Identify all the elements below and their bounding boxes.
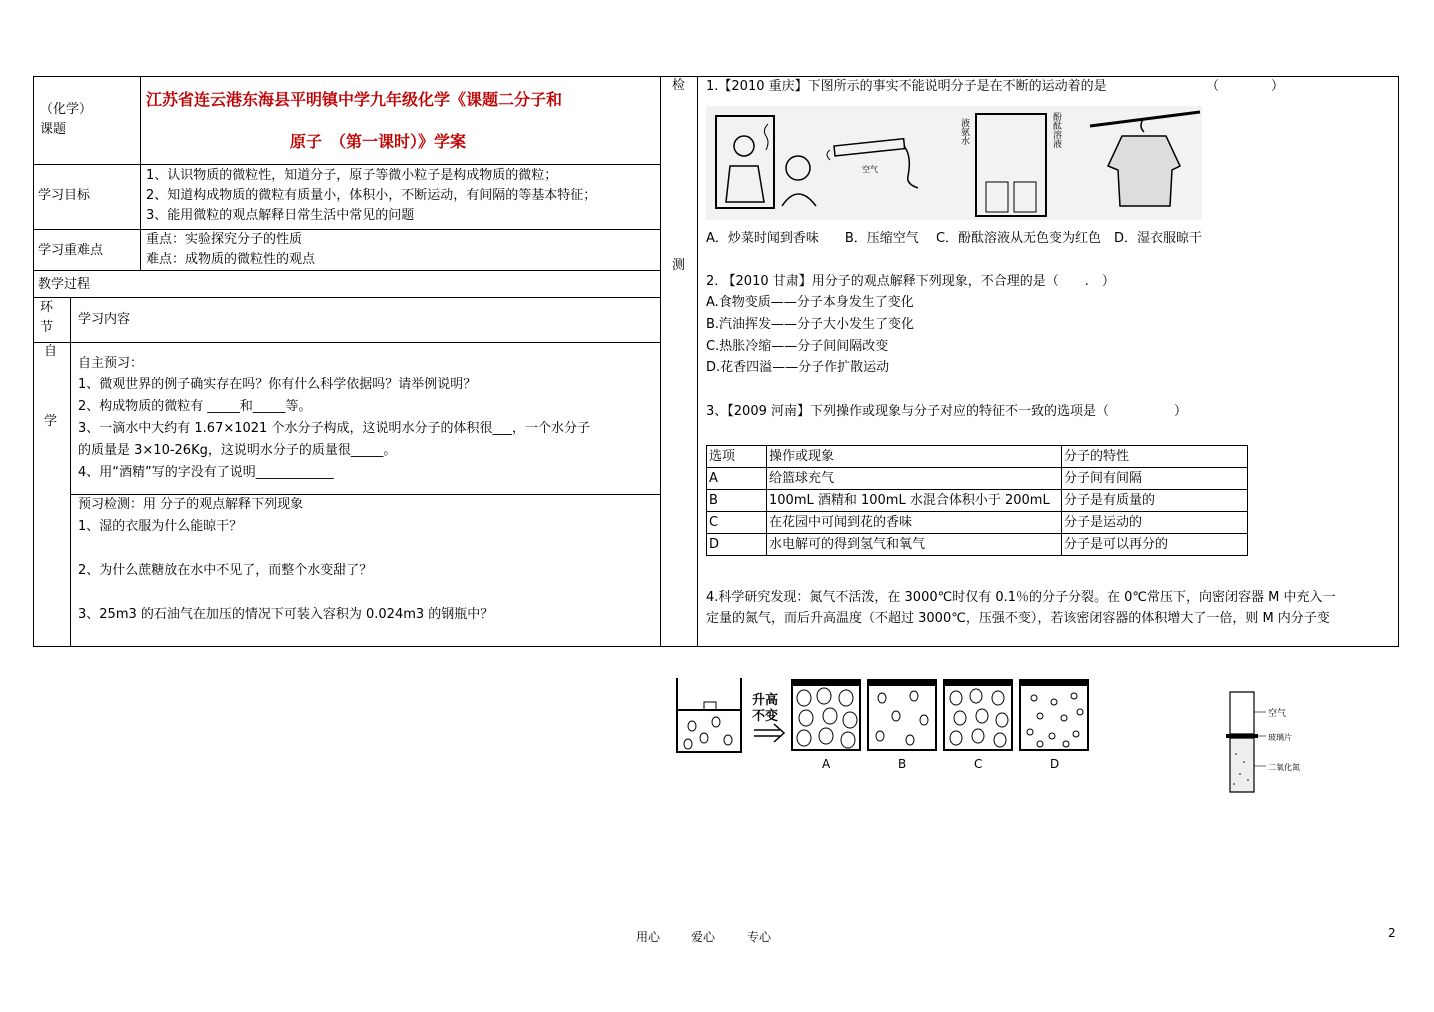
- box-label-a: A: [822, 757, 831, 771]
- self-study-question: 的质量是 3×10-26Kg，这说明水分子的质量很_____。: [78, 443, 397, 458]
- page-title-line1: 江苏省连云港东海县平明镇中学九年级化学《课题二分子和: [146, 90, 563, 109]
- figure-label-air: 空气: [862, 165, 878, 174]
- figure-label-ammonia: 液氨水: [959, 118, 969, 145]
- arrow-label-1: 升高: [752, 693, 779, 708]
- section-col-char: 节: [40, 320, 54, 335]
- jar-label-glass: 玻璃片: [1268, 733, 1292, 742]
- table-right-border: [1398, 76, 1399, 647]
- goal-item: 1、认识物质的微粒性，知道分子，原子等微小粒子是构成物质的微粒；: [146, 168, 558, 183]
- test-question-2-option: C.热胀冷缩——分子间间隔改变: [706, 339, 889, 354]
- table-row: [707, 468, 1248, 490]
- self-study-question: 1、微观世界的例子确实存在吗？你有什么科学依据吗？请举例说明？: [78, 377, 477, 392]
- table-row: [707, 512, 1248, 534]
- box-label-b: B: [898, 757, 907, 771]
- test-question-2-option: A.食物变质——分子本身发生了变化: [706, 295, 914, 310]
- table-cell: 100mL 酒精和 100mL 水混合体积小于 200mL: [767, 490, 1062, 512]
- table-left-border: [33, 76, 34, 647]
- box-label-d: D: [1050, 757, 1060, 771]
- jar-label-air: 空气: [1268, 709, 1287, 719]
- self-study-col-char: 自: [44, 344, 58, 359]
- self-study-question: 2、构成物质的微粒有 _____和_____等。: [78, 399, 312, 414]
- label-column-divider: [140, 76, 141, 270]
- key-point-text: 重点：实验探究分子的性质: [146, 232, 303, 247]
- preview-check-question: 2、为什么蔗糖放在水中不见了，而整个水变甜了？: [78, 563, 373, 578]
- table-header-cell: 选项: [707, 446, 767, 468]
- row-divider: [33, 164, 661, 165]
- test-question-2-option: B.汽油挥发——分子大小发生了变化: [706, 317, 915, 332]
- table-cell: 分子是运动的: [1062, 512, 1248, 534]
- page-title-line2: 原子 （第一课时）》学案: [290, 132, 467, 151]
- table-bottom-border: [33, 646, 1399, 647]
- self-study-question: 3、一滴水中大约有 1.67×1021 个水分子构成，这说明水分子的体积很___，一个水分子: [78, 421, 590, 436]
- row-divider: [33, 270, 661, 271]
- row-divider: [33, 297, 661, 298]
- self-study-col-char: 学: [44, 414, 58, 429]
- table-cell: C: [707, 512, 767, 534]
- molecule-boxes-figure: [674, 670, 1090, 774]
- table-cell: A: [707, 468, 767, 490]
- figure-label-phenolphthalein: 酚酞溶液: [1051, 112, 1061, 148]
- table-cell: D: [707, 534, 767, 556]
- test-col-char: 测: [672, 258, 686, 273]
- self-study-question: 4、用“酒精”写的字没有了说明____________: [78, 465, 334, 480]
- footer-word: 爱心: [691, 930, 716, 944]
- arrow-label-2: 不变: [752, 709, 779, 724]
- test-column-divider: [697, 76, 698, 647]
- preview-check-question: 1、湿的衣服为什么能晾干？: [78, 519, 243, 534]
- table-cell: 在花园中可闻到花的香味: [767, 512, 1062, 534]
- goals-label: 学习目标: [38, 188, 91, 203]
- table-cell: 给篮球充气: [767, 468, 1062, 490]
- content-label: 学习内容: [78, 312, 131, 327]
- test-col-char: 检: [672, 78, 686, 93]
- test-question-1-options: A．炒菜时闻到香味 B．压缩空气 C．酚酞溶液从无色变为红色 D．湿衣服晾干: [706, 231, 1203, 246]
- test-question-3: 3、【2009 河南】下列操作或现象与分子对应的特征不一致的选项是（ ）: [706, 404, 1187, 419]
- goal-item: 3、能用微粒的观点解释日常生活中常见的问题: [146, 208, 415, 223]
- section-column-divider: [70, 297, 71, 647]
- gas-jar-figure: [1220, 688, 1320, 796]
- test-question-2: 2. 【2010 甘肃】用分子的观点解释下列现象，不合理的是（ . ）: [706, 274, 1115, 289]
- table-header-row: [707, 446, 1248, 468]
- table-header-cell: 操作或现象: [767, 446, 1062, 468]
- row-divider: [33, 342, 661, 343]
- preview-check-heading: 预习检测：用 分子的观点解释下列现象: [78, 497, 304, 512]
- test-question-2-option: D.花香四溢——分子作扩散运动: [706, 360, 890, 375]
- jar-label-no2: 二氧化氮: [1268, 763, 1300, 772]
- footer-word: 用心: [636, 930, 661, 944]
- topic-label: 课题: [40, 122, 67, 137]
- footer-word: 专心: [747, 930, 772, 944]
- table-row: [707, 534, 1248, 556]
- key-points-label: 学习重难点: [38, 243, 104, 258]
- test-question-1: 1.【2010 重庆】下图所示的事实不能说明分子是在不断的运动着的是: [706, 79, 1107, 94]
- preview-check-question: 3、25m3 的石油气在加压的情况下可装入容积为 0.024m3 的钢瓶中？: [78, 607, 494, 622]
- row-divider: [33, 229, 661, 230]
- q3-options-table: [706, 445, 1248, 556]
- difficult-point-text: 难点：成物质的微粒性的观点: [146, 252, 316, 267]
- test-question-1-paren: （ ）: [1206, 79, 1285, 94]
- process-label: 教学过程: [38, 277, 91, 292]
- q1-figure: [706, 106, 1202, 220]
- table-row: [707, 490, 1248, 512]
- table-cell: 分子间有间隔: [1062, 468, 1248, 490]
- test-question-4-line2: 定量的氮气，而后升高温度（不超过 3000℃，压强不变），若该密闭容器的体积增大了一倍，则 M 内分子变: [706, 611, 1330, 626]
- table-cell: B: [707, 490, 767, 512]
- page-number: 2: [1388, 926, 1396, 940]
- table-cell: 水电解可的得到氢气和氧气: [767, 534, 1062, 556]
- table-cell: 分子是有质量的: [1062, 490, 1248, 512]
- self-study-heading: 自主预习：: [78, 356, 144, 371]
- box-label-c: C: [974, 757, 983, 771]
- section-col-char: 环: [40, 300, 54, 315]
- goal-item: 2、知道构成物质的微粒有质量小，体积小，不断运动，有间隔的等基本特征；: [146, 188, 597, 203]
- subject-label: （化学）: [40, 102, 93, 117]
- table-header-cell: 分子的特性: [1062, 446, 1248, 468]
- table-cell: 分子是可以再分的: [1062, 534, 1248, 556]
- left-panel-divider: [660, 76, 661, 647]
- test-question-4-line1: 4.科学研究发现：氮气不活泼，在 3000℃时仅有 0.1％的分子分裂。在 0℃常压下，向密闭容器 M 中充入一: [706, 590, 1336, 605]
